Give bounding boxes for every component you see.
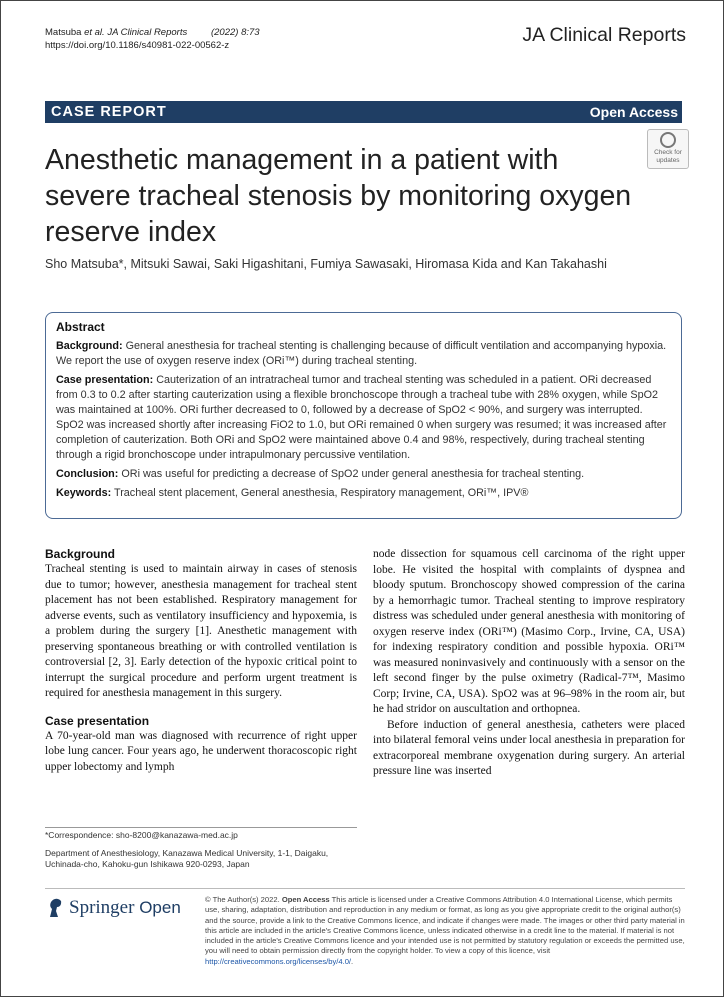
abstract-conclusion: Conclusion: ORi was useful for predicting a decrease of SpO2 under general anesthesia for tracheal stenting. bbox=[56, 468, 585, 480]
citation-block bbox=[45, 26, 260, 52]
check-for-updates-badge[interactable] bbox=[647, 129, 689, 169]
article-type: CASE REPORT bbox=[51, 104, 167, 120]
case-heading: Case presentation bbox=[45, 713, 150, 728]
abstract-keywords: Keywords: Tracheal stent placement, General anesthesia, Respiratory management, ORi™, IPV® bbox=[56, 487, 529, 499]
citation-year: (2022) 8:73 bbox=[210, 27, 260, 38]
bottom-divider bbox=[45, 888, 685, 889]
check-updates-line2: updates bbox=[656, 157, 680, 164]
article-title: Anesthetic management in a patient with severe tracheal stenosis by monitoring oxygen reserve index bbox=[45, 144, 632, 248]
background-text: Tracheal stenting is used to maintain airway in cases of stenosis due to tumor; however, anesthesia management for tracheal stent placement has not been established. Respiratory management for adverse events, such as ventilatory insufficiency and hypoxemia, is a problem during the surgery [1]. Anesthetic management with preserving spontaneous breathing or with controlled ventilation is controversial [2, 3]. Early detection of the hypoxic critical point to interrupt the surgical procedure and perform urgent treatment is required for anesthesia management in this surgery. bbox=[45, 563, 357, 699]
footnote-divider bbox=[45, 827, 357, 828]
journal-name: JA Clinical Reports bbox=[522, 24, 686, 46]
citation-authors: Matsuba bbox=[45, 27, 82, 38]
abstract-heading: Abstract bbox=[56, 320, 105, 334]
right-paragraph-2: Before induction of general anesthesia, catheters were placed into bilateral femoral veins under local anesthesia in preparation for extracorporeal membrane oxygenation during surgery. An arterial pressure line was inserted bbox=[373, 718, 685, 777]
abstract-box bbox=[45, 312, 682, 519]
doi-link[interactable]: https://doi.org/10.1186/s40981-022-00562-z bbox=[45, 40, 230, 51]
affiliation: Department of Anesthesiology, Kanazawa Medical University, 1-1, Daigaku, Uchinada-cho, Kahoku-gun Ishikawa 920-0293, Japan bbox=[45, 848, 329, 869]
license-link[interactable]: http://creativecommons.org/licenses/by/4.0/ bbox=[205, 956, 352, 966]
case-text: A 70-year-old man was diagnosed with recurrence of right upper lobe lung cancer. Four years ago, he underwent thoracoscopic right upper lobectomy and lymph bbox=[45, 729, 357, 773]
springer-name: Springer Open bbox=[69, 897, 181, 918]
abstract-case: Case presentation: Cauterization of an intratracheal tumor and tracheal stenting was scheduled in a patient. ORi decreased from 0.3 to 0.2 after starting cauterization using a flexible bronchoscope through a tracheal tube with 28% oxygen, while SpO2 was maintained at 100%. ORi further decreased to 0, followed by a decrease of SpO2 < 90%, and surgery was interrupted. SpO2 was increased shortly after increasing FiO2 to 1.0, but ORi remained 0 when surgery was resumed; it was increased after completion of cauterization. Both ORi and SpO2 were maintained above 0.4 and 98%, respectively, during tracheal stenting through a rigid bronchoscope under intrapulmonary percussive ventilation. bbox=[56, 374, 667, 461]
citation-etal: et al. JA Clinical Reports bbox=[84, 27, 188, 38]
author-list: Sho Matsuba*, Mitsuki Sawai, Saki Higashitani, Fumiya Sawasaki, Hiromasa Kida and Kan Takahashi bbox=[45, 257, 607, 271]
correspondence: *Correspondence: sho-8200@kanazawa-med.ac.jp bbox=[45, 830, 238, 840]
right-paragraph-1: node dissection for squamous cell carcinoma of the right upper lobe. He visited the hospital with complaints of dyspnea and bloody sputum. Bronchoscopy showed compression of the carina by a hemorrhagic tumor. Tracheal stenting to improve respiratory distress was scheduled under general anesthesia with monitoring of oxygen reserve index (ORi™) (Masimo Corp., Irvine, CA, USA) for indexing respiratory condition and possible hypoxia. ORi™ was measured noninvasively and continuously with a sensor on the left second finger by the pulse oximetry (Radical-7™, Masimo Corp; Irvine, CA, USA). SpO2 was at 96–98% in the room air, but he had stridor on auscultation and orthopnea. bbox=[373, 548, 685, 715]
springer-open-logo bbox=[45, 897, 181, 919]
springer-horse-icon bbox=[45, 897, 65, 919]
check-updates-icon bbox=[660, 132, 676, 148]
license-text: © The Author(s) 2022. Open Access This article is licensed under a Creative Commons Attribution 4.0 International License, which permits use, sharing, adaptation, distribution and reproduction in any medium or format, as long as you give appropriate credit to the original author(s) and the source, provide a link to the Creative Commons licence, and indicate if changes were made. The images or other third party material in this article are included in the article's Creative Commons licence, unless indicated otherwise in a credit line to the material. If material is not included in the article's Creative Commons licence and your intended use is not permitted by statutory regulation or exceeds the permitted use, you will need to obtain permission directly from the copyright holder. To view a copy of this licence, visit http://creativecommons.org/licenses/by/4.0/. bbox=[205, 895, 685, 966]
background-heading: Background bbox=[45, 547, 116, 561]
right-column bbox=[373, 547, 685, 780]
check-updates-line1: Check for bbox=[654, 149, 682, 156]
article-type-banner bbox=[45, 101, 682, 123]
abstract-background: Background: General anesthesia for tracheal stenting is challenging because of difficult ventilation and accompanying hypoxia. We report the use of oxygen reserve index (ORi™) during tracheal stenting. bbox=[56, 340, 667, 367]
left-column bbox=[45, 547, 357, 775]
open-access-label: Open Access bbox=[589, 104, 678, 120]
